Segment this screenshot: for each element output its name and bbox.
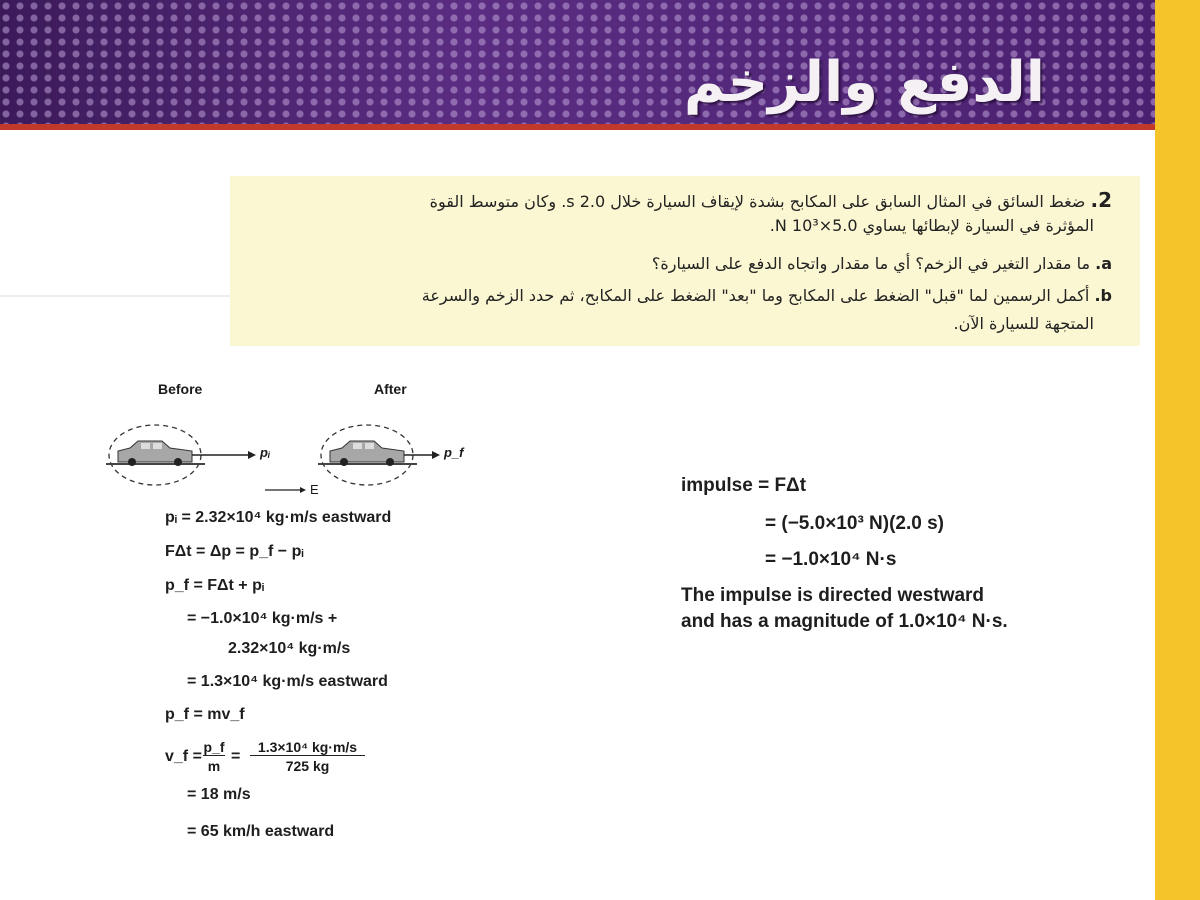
substitution-line-2: 2.32×10⁴ kg·m/s: [228, 640, 351, 657]
velocity-kmh: = 65 km/h eastward: [187, 823, 335, 840]
question-part-b-line-2: المتجهة للسيارة الآن.: [953, 314, 1094, 333]
diagram-drawing: [100, 375, 480, 505]
page-title: الدفع والزخم: [683, 50, 1045, 115]
question-part-b: b. أكمل الرسمين لما "قبل" الضغط على المكابح وما "بعد" الضغط على المكابح، ثم حدد الزخم والسرعة: [421, 286, 1112, 305]
fraction-2-denominator: 725 kg: [285, 758, 330, 774]
question-box: [230, 176, 1140, 346]
velocity-lhs: v_f =: [165, 748, 202, 765]
momentum-mass-velocity: p_f = mv_f: [165, 706, 245, 723]
substitution-line-1: = −1.0×10⁴ kg·m/s +: [187, 610, 338, 627]
pi-label: pᵢ: [260, 445, 271, 460]
before-label: Before: [158, 381, 203, 397]
impulse-substitution: = (−5.0×10³ N)(2.0 s): [765, 513, 945, 534]
before-car-icon: [118, 441, 192, 466]
sidebar-strip: [1155, 0, 1200, 900]
after-label: After: [374, 381, 407, 397]
pf-label: p_f: [444, 445, 464, 460]
fraction-1-numerator: p_f: [203, 739, 225, 755]
impulse-definition: impulse = FΔt: [681, 475, 807, 496]
fraction-1-denominator: m: [207, 758, 221, 774]
question-line-2: المؤثرة في السيارة لإبطائها يساوي 5.0×10³ N.: [769, 216, 1094, 235]
final-momentum-result: = 1.3×10⁴ kg·m/s eastward: [187, 673, 388, 690]
impulse-momentum-equation: FΔt = Δp = p_f − pᵢ: [165, 543, 304, 560]
impulse-magnitude: and has a magnitude of 1.0×10⁴ N·s.: [681, 611, 1008, 632]
after-car-icon: [330, 441, 404, 466]
header-banner: [0, 0, 1155, 128]
banner-stripe: [0, 124, 1155, 130]
momentum-initial: pᵢ = 2.32×10⁴ kg·m/s eastward: [165, 509, 392, 526]
question-part-a: a. ما مقدار التغير في الزخم؟ أي ما مقدار واتجاه الدفع على السيارة؟: [651, 254, 1112, 273]
east-label: E: [310, 482, 319, 497]
question-number: 2.: [1090, 188, 1112, 212]
before-after-diagram: [100, 375, 480, 505]
final-momentum-equation: p_f = FΔt + pᵢ: [165, 577, 265, 594]
divider: [0, 295, 230, 297]
fraction-2-numerator: 1.3×10⁴ kg·m/s: [250, 739, 365, 756]
question-line-1: 2. ضغط السائق في المثال السابق على المكابح بشدة لإيقاف السيارة خلال 2.0 s. وكان متوسط القوة: [429, 188, 1112, 212]
equals-sign: =: [231, 748, 241, 765]
impulse-direction: The impulse is directed westward: [681, 585, 985, 606]
velocity-ms: = 18 m/s: [187, 786, 251, 803]
impulse-result: = −1.0×10⁴ N·s: [765, 549, 897, 570]
